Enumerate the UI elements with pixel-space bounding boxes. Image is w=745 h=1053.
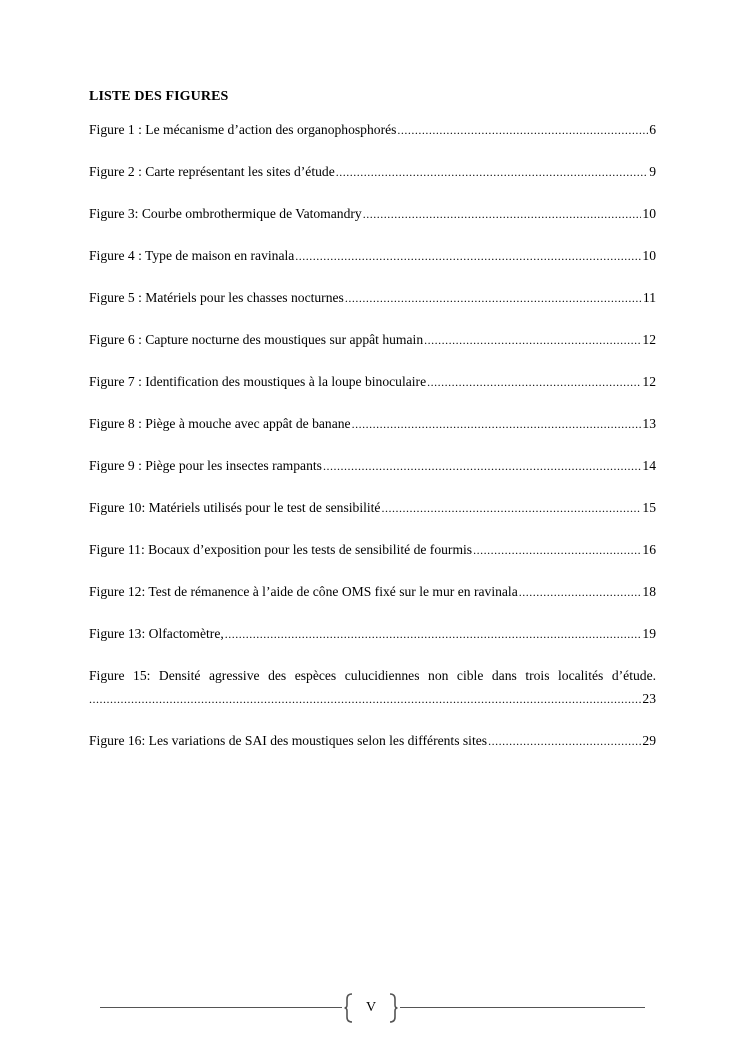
toc-entry-text: Figure 9 : Piège pour les insectes rampants bbox=[89, 458, 322, 473]
toc-entry-figure-9[interactable] bbox=[89, 457, 656, 475]
dot-leader bbox=[336, 163, 648, 181]
toc-entry-figure-6[interactable] bbox=[89, 331, 656, 349]
toc-entry-page: 11 bbox=[642, 290, 656, 305]
toc-entry-text: Figure 2 : Carte représentant les sites d’étude bbox=[89, 164, 335, 179]
dot-leader bbox=[519, 583, 642, 601]
toc-entry-text: Figure 6 : Capture nocturne des moustiques sur appât humain bbox=[89, 332, 424, 347]
dot-leader bbox=[323, 457, 641, 475]
toc-entry-page: 12 bbox=[642, 374, 656, 389]
dot-leader bbox=[381, 499, 641, 517]
toc-entry-figure-2[interactable] bbox=[89, 163, 656, 181]
toc-entry-page: 19 bbox=[642, 626, 656, 641]
dot-leader bbox=[397, 121, 648, 139]
toc-entry-page: 29 bbox=[642, 733, 656, 748]
dot-leader bbox=[424, 331, 641, 349]
toc-entry-text: Figure 3: Courbe ombrothermique de Vatomandry bbox=[89, 206, 362, 221]
page-footer bbox=[100, 993, 645, 1023]
toc-entry-page: 18 bbox=[642, 584, 656, 599]
footer-rule-right bbox=[400, 1007, 645, 1008]
toc-entry-text: Figure 16: Les variations de SAI des moustiques selon les différents sites bbox=[89, 733, 488, 748]
toc-entry-figure-10[interactable] bbox=[89, 499, 656, 517]
footer-rule-left bbox=[100, 1007, 342, 1008]
toc-entry-figure-7[interactable] bbox=[89, 373, 656, 391]
toc-entry-text: Figure 13: Olfactomètre, bbox=[89, 626, 224, 641]
toc-entry-figure-5[interactable] bbox=[89, 289, 656, 307]
toc-entry-text: Figure 1 : Le mécanisme d’action des organophosphorés bbox=[89, 122, 397, 137]
toc-entry-text: Figure 11: Bocaux d’exposition pour les tests de sensibilité de fourmis bbox=[89, 542, 473, 557]
toc-entry-page: 9 bbox=[649, 164, 656, 179]
toc-entry-figure-3[interactable] bbox=[89, 205, 656, 223]
dot-leader bbox=[225, 625, 642, 643]
dot-leader bbox=[488, 732, 641, 750]
dot-leader bbox=[473, 541, 641, 559]
toc-entry-text: Figure 4 : Type de maison en ravinala bbox=[89, 248, 295, 263]
dot-leader bbox=[363, 205, 642, 223]
toc-entry-figure-4[interactable] bbox=[89, 247, 656, 265]
toc-entry-text: Figure 5 : Matériels pour les chasses nocturnes bbox=[89, 290, 344, 305]
toc-entry-page: 6 bbox=[649, 122, 656, 137]
dot-leader bbox=[345, 289, 642, 307]
page-number: V bbox=[365, 1000, 377, 1015]
toc-entry-page: 23 bbox=[642, 691, 656, 706]
toc-entry-text: Figure 12: Test de rémanence à l’aide de cône OMS fixé sur le mur en ravinala bbox=[89, 584, 518, 599]
toc-entry-text: Figure 10: Matériels utilisés pour le test de sensibilité bbox=[89, 500, 381, 515]
dot-leader bbox=[352, 415, 642, 433]
list-of-figures bbox=[89, 121, 656, 774]
toc-entry-figure-8[interactable] bbox=[89, 415, 656, 433]
toc-entry-text: Figure 7 : Identification des moustiques à la loupe binoculaire bbox=[89, 374, 427, 389]
page-title: LISTE DES FIGURES bbox=[89, 89, 229, 104]
right-brace-icon bbox=[388, 993, 398, 1023]
dot-leader bbox=[427, 373, 641, 391]
toc-entry-page: 13 bbox=[642, 416, 656, 431]
toc-entry-figure-11[interactable] bbox=[89, 541, 656, 559]
toc-entry-figure-16[interactable] bbox=[89, 732, 656, 750]
toc-entry-page: 10 bbox=[642, 206, 656, 221]
dot-leader bbox=[89, 690, 641, 708]
toc-entry-page: 16 bbox=[642, 542, 656, 557]
dot-leader bbox=[295, 247, 641, 265]
toc-entry-figure-15[interactable] bbox=[89, 667, 656, 708]
toc-entry-text: Figure 15: Densité agressive des espèces culucidiennes non cible dans trois localités d’étude. bbox=[89, 668, 656, 683]
toc-entry-text: Figure 8 : Piège à mouche avec appât de banane bbox=[89, 416, 351, 431]
toc-entry-page: 12 bbox=[642, 332, 656, 347]
toc-entry-figure-12[interactable] bbox=[89, 583, 656, 601]
toc-entry-page: 15 bbox=[642, 500, 656, 515]
toc-entry-page: 14 bbox=[642, 458, 656, 473]
toc-entry-figure-1[interactable] bbox=[89, 121, 656, 139]
toc-entry-page: 10 bbox=[642, 248, 656, 263]
toc-entry-figure-13[interactable] bbox=[89, 625, 656, 643]
